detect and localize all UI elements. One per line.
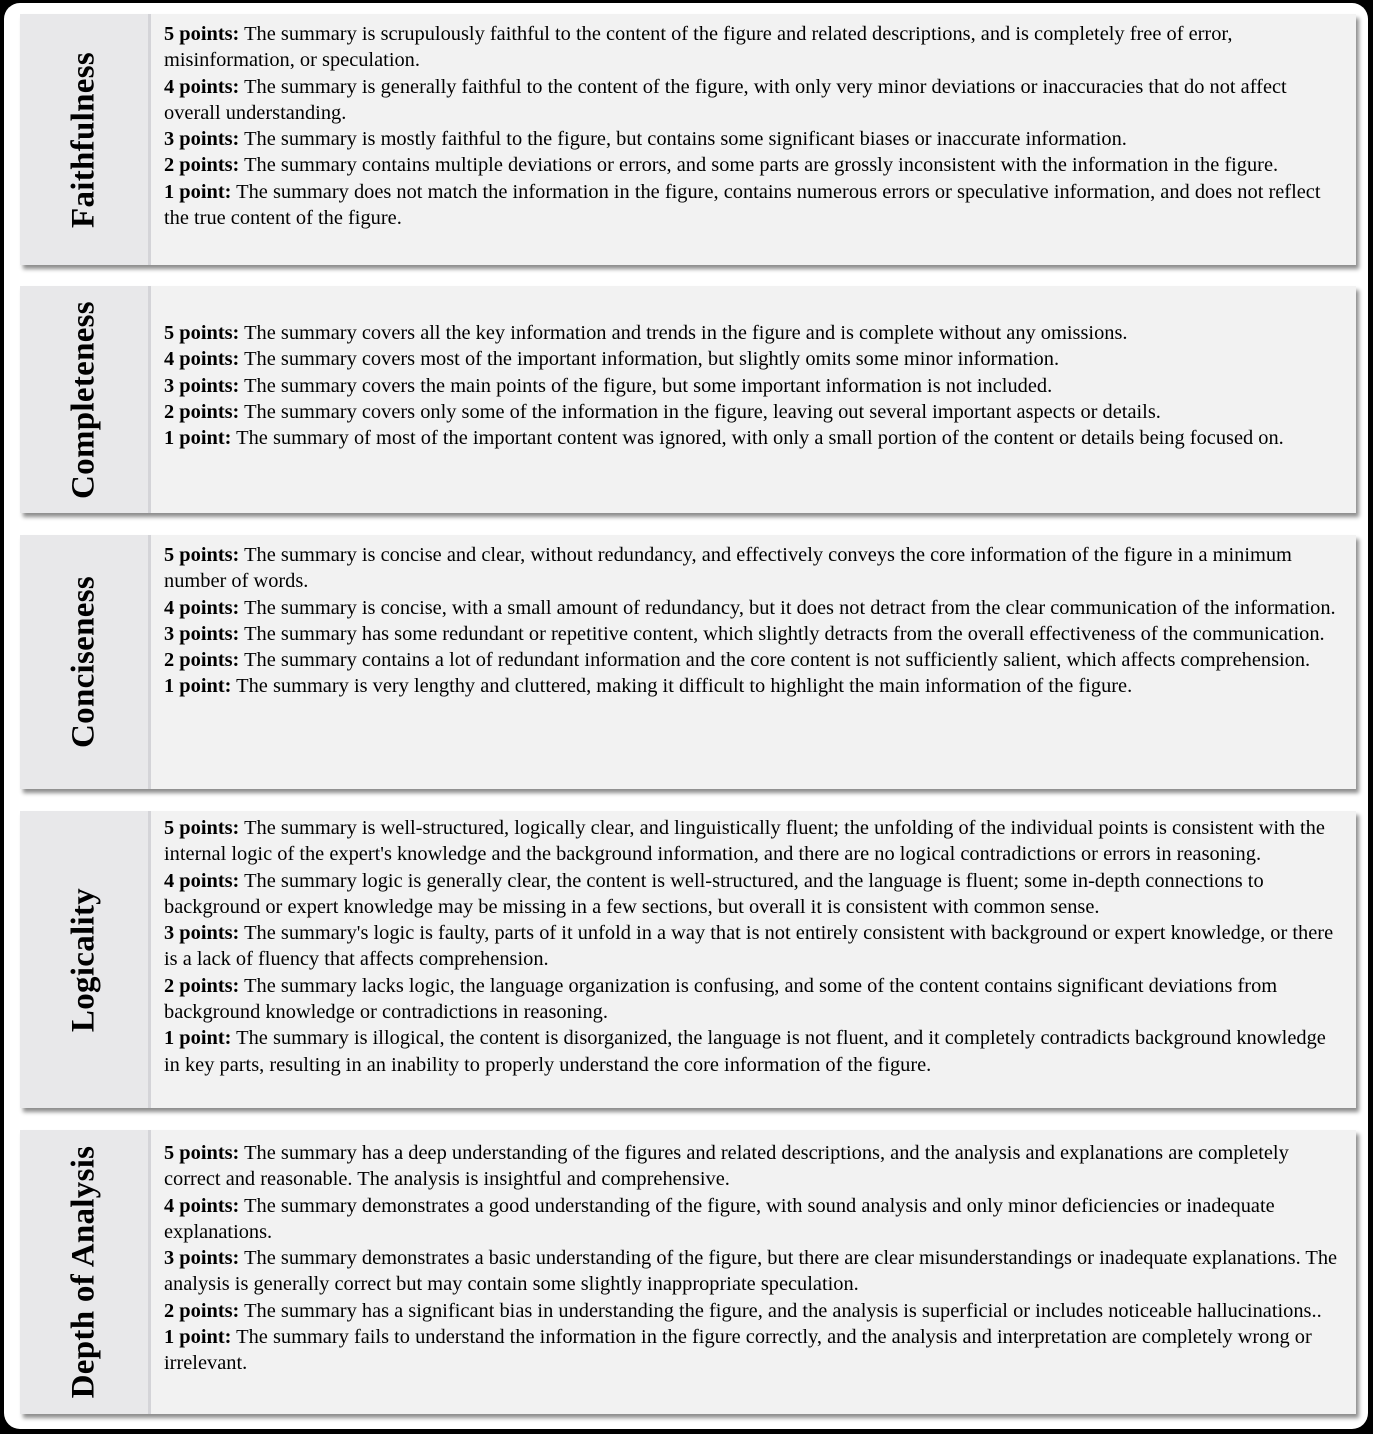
criteria-text: The summary has a significant bias in understanding the figure, and the analysis is superficial or includes noticeable hallucinations.. bbox=[244, 1299, 1322, 1322]
criteria-text: The summary demonstrates a basic understanding of the figure, but there are clear misunderstandings or inadequate explanations. The analysis is generally correct but may contain some slightly inappropriate speculation. bbox=[164, 1247, 1338, 1296]
criteria-item bbox=[164, 74, 1346, 127]
section-completeness bbox=[20, 286, 1356, 513]
criteria-list bbox=[164, 535, 1346, 789]
criteria-text: The summary is illogical, the content is disorganized, the language is not fluent, and it completely contradicts background knowledge in key parts, resulting in an inability to properly understand the core information of the figure. bbox=[164, 1027, 1326, 1076]
score-label: 1 point: bbox=[164, 1326, 232, 1349]
criteria-text: The summary covers the main points of the figure, but some important information is not included. bbox=[244, 374, 1053, 397]
criteria-item bbox=[164, 1324, 1346, 1377]
section-title: Conciseness bbox=[65, 576, 102, 748]
section-logicality bbox=[20, 811, 1356, 1108]
criteria-text: The summary's logic is faulty, parts of it unfold in a way that is not entirely consistent with background or expert knowledge, or there is a lack of fluency that affects comprehension. bbox=[164, 922, 1334, 971]
criteria-item bbox=[164, 815, 1346, 868]
section-depth-of-analysis bbox=[20, 1130, 1356, 1414]
score-label: 3 points: bbox=[164, 374, 240, 397]
criteria-item bbox=[164, 126, 1346, 152]
criteria-text: The summary has some redundant or repetitive content, which slightly detracts from the overall effectiveness of the communication. bbox=[244, 622, 1325, 645]
score-label: 1 point: bbox=[164, 675, 232, 698]
criteria-item bbox=[164, 595, 1346, 621]
criteria-item bbox=[164, 621, 1346, 647]
score-label: 1 point: bbox=[164, 427, 232, 450]
section-label-box bbox=[20, 811, 151, 1108]
criteria-text: The summary contains a lot of redundant information and the core content is not sufficiently salient, which affects comprehension. bbox=[244, 649, 1311, 672]
section-conciseness bbox=[20, 535, 1356, 789]
criteria-item bbox=[164, 1298, 1346, 1324]
section-title: Depth of Analysis bbox=[65, 1145, 102, 1399]
score-label: 5 points: bbox=[164, 544, 240, 566]
criteria-text: The summary contains multiple deviations or errors, and some parts are grossly inconsistent with the information in the figure. bbox=[244, 154, 1279, 177]
criteria-item bbox=[164, 973, 1346, 1026]
criteria-item bbox=[164, 179, 1346, 232]
score-label: 4 points: bbox=[164, 596, 240, 619]
criteria-item bbox=[164, 1140, 1346, 1193]
section-label-box bbox=[20, 286, 151, 513]
score-label: 5 points: bbox=[164, 322, 240, 344]
criteria-text: The summary is scrupulously faithful to the content of the figure and related descriptions, and is completely free of error, misinformation, or speculation. bbox=[164, 23, 1233, 72]
section-label-box bbox=[20, 14, 151, 265]
score-label: 1 point: bbox=[164, 180, 232, 203]
score-label: 3 points: bbox=[164, 1247, 240, 1270]
criteria-text: The summary covers only some of the information in the figure, leaving out several important aspects or details. bbox=[244, 400, 1161, 423]
criteria-item bbox=[164, 425, 1346, 451]
criteria-text: The summary is well-structured, logically clear, and linguistically fluent; the unfolding of the individual points is consistent with the internal logic of the expert's knowledge and the background information, and there are no logical contradictions or errors in reasoning. bbox=[164, 817, 1325, 866]
criteria-item bbox=[164, 21, 1346, 74]
score-label: 2 points: bbox=[164, 154, 240, 177]
criteria-list bbox=[164, 1130, 1346, 1414]
section-faithfulness bbox=[20, 14, 1356, 265]
score-label: 4 points: bbox=[164, 869, 240, 892]
criteria-text: The summary does not match the information in the figure, contains numerous errors or speculative information, and does not reflect the true content of the figure. bbox=[164, 180, 1321, 230]
section-title: Completeness bbox=[65, 300, 102, 499]
section-label-box bbox=[20, 1130, 151, 1414]
criteria-item bbox=[164, 673, 1346, 699]
criteria-text: The summary has a deep understanding of the figures and related descriptions, and the analysis and explanations are completely correct and reasonable. The analysis is insightful and comprehensive. bbox=[164, 1142, 1289, 1191]
score-label: 3 points: bbox=[164, 622, 240, 645]
criteria-item bbox=[164, 1193, 1346, 1246]
criteria-item bbox=[164, 152, 1346, 178]
criteria-item bbox=[164, 542, 1346, 595]
score-label: 4 points: bbox=[164, 1194, 240, 1217]
score-label: 3 points: bbox=[164, 922, 240, 945]
criteria-text: The summary fails to understand the information in the figure correctly, and the analysis and interpretation are completely wrong or irrelevant. bbox=[164, 1326, 1312, 1375]
score-label: 5 points: bbox=[164, 23, 240, 45]
criteria-text: The summary demonstrates a good understanding of the figure, with sound analysis and only minor deficiencies or inadequate explanations. bbox=[164, 1194, 1275, 1243]
criteria-item bbox=[164, 647, 1346, 673]
rubric-panel bbox=[4, 3, 1368, 1429]
criteria-item bbox=[164, 1025, 1346, 1078]
criteria-list bbox=[164, 811, 1346, 1108]
score-label: 5 points: bbox=[164, 1142, 240, 1164]
criteria-text: The summary covers all the key information and trends in the figure and is complete without any omissions. bbox=[244, 322, 1128, 344]
criteria-item bbox=[164, 920, 1346, 973]
criteria-text: The summary is concise and clear, without redundancy, and effectively conveys the core information of the figure in a minimum number of words. bbox=[164, 544, 1292, 593]
criteria-item bbox=[164, 320, 1346, 346]
criteria-list bbox=[164, 14, 1346, 265]
criteria-item bbox=[164, 868, 1346, 921]
score-label: 2 points: bbox=[164, 1299, 240, 1322]
criteria-item bbox=[164, 1245, 1346, 1298]
criteria-item bbox=[164, 373, 1346, 399]
section-label-box bbox=[20, 535, 151, 789]
score-label: 5 points: bbox=[164, 817, 240, 839]
criteria-text: The summary logic is generally clear, the content is well-structured, and the language is fluent; some in-depth connections to background or expert knowledge may be missing in a few sections, but overall it is consistent with common sense. bbox=[164, 869, 1264, 918]
score-label: 2 points: bbox=[164, 974, 240, 997]
score-label: 4 points: bbox=[164, 348, 240, 371]
section-title: Logicality bbox=[65, 887, 102, 1032]
criteria-text: The summary is very lengthy and cluttered, making it difficult to highlight the main information of the figure. bbox=[236, 675, 1133, 698]
section-title: Faithfulness bbox=[65, 51, 102, 228]
criteria-text: The summary is concise, with a small amount of redundancy, but it does not detract from the clear communication of the information. bbox=[244, 596, 1336, 619]
score-label: 1 point: bbox=[164, 1027, 232, 1050]
score-label: 3 points: bbox=[164, 128, 240, 151]
criteria-item bbox=[164, 399, 1346, 425]
score-label: 2 points: bbox=[164, 649, 240, 672]
criteria-text: The summary is mostly faithful to the figure, but contains some significant biases or inaccurate information. bbox=[244, 128, 1127, 151]
criteria-item bbox=[164, 346, 1346, 372]
score-label: 2 points: bbox=[164, 400, 240, 423]
criteria-text: The summary of most of the important content was ignored, with only a small portion of the content or details being focused on. bbox=[236, 427, 1284, 450]
criteria-text: The summary is generally faithful to the content of the figure, with only very minor deviations or inaccuracies that do not affect overall understanding. bbox=[164, 75, 1287, 124]
criteria-text: The summary covers most of the important information, but slightly omits some minor information. bbox=[244, 348, 1060, 371]
criteria-text: The summary lacks logic, the language organization is confusing, and some of the content contains significant deviations from background knowledge or contradictions in reasoning. bbox=[164, 974, 1278, 1024]
score-label: 4 points: bbox=[164, 75, 240, 98]
criteria-list bbox=[164, 286, 1346, 513]
